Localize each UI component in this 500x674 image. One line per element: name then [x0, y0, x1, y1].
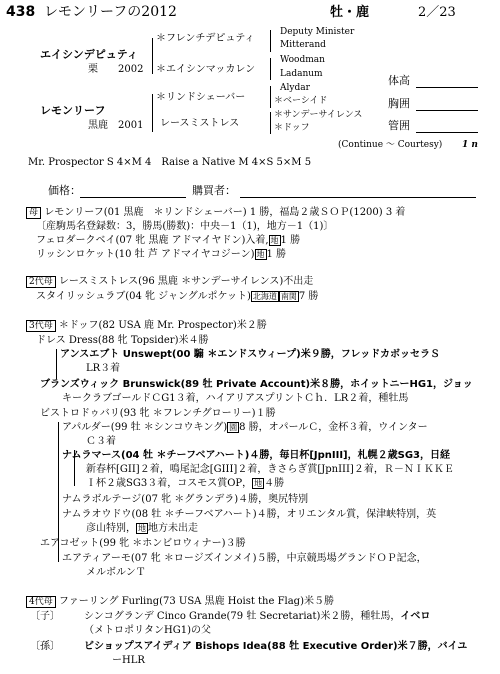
sire-dam-sire: Woodman — [280, 55, 325, 65]
buyer-label: 購買者： — [192, 184, 236, 197]
third-dam-tag: 3代母 — [26, 320, 56, 332]
dam-dam-dam: ＊ドッフ — [274, 123, 310, 133]
courtesy-note: (Continue ～ Courtesy) — [338, 140, 443, 150]
foal-namura-oudou-cont: 彦山特別， 地 地方未出走 — [86, 523, 198, 534]
sire-dam-dam: Ladanum — [280, 69, 323, 79]
dam-sire: ＊リンドシェーバー — [156, 92, 246, 103]
dam-foal-1: フェロダークベイ(07 牝 黒鹿 アドマイヤドン)入着, 地 1 勝 — [36, 235, 301, 246]
fourth-dam-grandchild-cont: ーHLR — [112, 655, 145, 666]
dam-dam: レースミストレス — [160, 118, 240, 129]
courtesy-n: 1 n — [462, 140, 478, 150]
foal-air-cozette: エアコゼット(99 牝 ＊ホンビロウィナー)３勝 — [40, 538, 246, 549]
sire-dam: ＊エイシンマッカレン — [156, 64, 256, 75]
bracket — [270, 58, 271, 80]
fourth-dam-grand-tag: 〔孫〕 — [30, 641, 60, 652]
local-track-mark: 地 — [256, 250, 265, 259]
fourth-dam-child-cont: （メトロポリタンHG1)の父 — [84, 625, 211, 636]
entry-title: レモンリーフの2012 — [44, 4, 177, 20]
third-dam-line1: 3代母 ＊ドッフ(82 USA 鹿 Mr. Prospector)米２勝 — [26, 320, 267, 332]
sire-sire-dam: Mitterand — [280, 40, 326, 50]
cannon-blank[interactable] — [416, 132, 478, 133]
dam-section-line1 — [26, 207, 405, 219]
price-label: 価格： — [48, 184, 81, 197]
sire-sire-sire: Deputy Minister — [280, 27, 355, 37]
chest-blank[interactable] — [416, 110, 478, 111]
sire-name: エイシンデピュティ — [40, 48, 138, 61]
local-track-mark: 地 — [270, 236, 279, 245]
second-dam-tag: 2代母 — [26, 276, 56, 288]
local-track-mark: 園 — [229, 423, 238, 432]
foal-namura-mars-cont1: 新春杯[GII]２着，鳴尾記念[GIII]２着，きさらぎ賞[JpnIII]２着，Ｒ－ＮＩＫＫＥ — [86, 464, 454, 475]
fourth-dam-child: シンコグランデ Cinco Grande(79 牡 Secretariat)米２勝，種牡馬，イベロ — [84, 611, 431, 622]
fourth-dam-line1: 4代母 ファーリング Furling(73 USA 黒鹿 Hoist the Flag)米５勝 — [26, 596, 334, 608]
chest-label: 胸囲 — [388, 97, 410, 110]
local-track-mark: 北海道 — [252, 292, 277, 301]
indent-bar — [56, 349, 57, 379]
foal-namura-mars-cont2: Ｉ杯２歳SG3３着，コスモス賞OP， 地 ４勝 — [86, 478, 285, 489]
bracket — [152, 94, 153, 132]
foal-namura-oudou: ナムラオウドウ(08 牡 ＊チーフベアハート)４勝，オリエンタル賞，保津峡特別，英 — [62, 509, 437, 520]
local-track-mark: 地 — [254, 479, 263, 488]
second-dam-foal: スタイリッシュラブ(04 牝 ジャングルポケット) 北海道 南関 7 勝 — [36, 291, 319, 302]
buyer-blank[interactable] — [240, 197, 476, 198]
entry-number: 438 — [6, 4, 36, 20]
birth-date: 2／23 — [418, 5, 456, 20]
second-dam-line1: 2代母 レースミストレス(96 黒鹿 ＊サンデーサイレンス)不出走 — [26, 276, 313, 288]
sex-color: 牡・鹿 — [330, 5, 370, 20]
price-blank[interactable] — [80, 197, 186, 198]
dam-color: 黒鹿 — [88, 120, 108, 131]
local-track-mark: 地 — [138, 524, 146, 533]
foal-namura-voltage: ナムラボルテージ(07 牝 ＊グランデラ)４勝，奥尻特別 — [62, 494, 309, 505]
foal-unswept-cont: LR３着 — [86, 363, 121, 374]
cannon-label: 管囲 — [388, 119, 410, 132]
sire-sire: ＊フレンチデピュティ — [156, 33, 255, 44]
dam-sire-dam: ＊ベーシイド — [274, 96, 328, 106]
fourth-dam-grandchild: ビショップスアイディア Bishops Idea(88 牡 Executive Order)米７勝，バイユ — [84, 641, 468, 652]
third-dam-foal-dress: ドレス Dress(88 牝 Topsider)米４勝 — [36, 335, 209, 346]
foal-namura-mars: ナムラマース(04 牡 ＊チーフベアハート)４勝，毎日杯[JpnIII]，札幌２歳SG3，日経 — [62, 450, 450, 461]
foal-brunswick: ブランズウィック Brunswick(89 牡 Private Account)米８勝，ホイットニーHG1，ジョッ — [40, 379, 473, 390]
dam-dam-sire: ＊サンデーサイレンス — [274, 110, 363, 120]
bracket — [270, 112, 271, 134]
fourth-dam-child-tag: 〔子〕 — [30, 611, 60, 622]
dam-record: レモンリーフ(01 黒鹿 ＊リンドシェーバー) 1 勝，福島２歳ＳＯＰ(1200) 3 着 — [44, 207, 406, 218]
height-blank[interactable] — [416, 87, 478, 88]
bracket — [270, 86, 271, 108]
bracket — [152, 38, 153, 74]
dam-tag: 母 — [26, 207, 41, 219]
foal-air-tiamo-cont: メルボルンＴ — [86, 567, 146, 578]
dam-foal-2: リッシンロケット(10 牡 芦 アドマイヤコジーン) 地 1 勝 — [36, 249, 287, 260]
foal-brunswick-cont: キークラブゴールドＣG1３着，ハイアリアスプリントＣｈ．LR２着，種牡馬 — [62, 393, 409, 404]
height-label: 体高 — [388, 74, 410, 87]
dam-sire-sire: Alydar — [280, 83, 310, 93]
fourth-dam-tag: 4代母 — [26, 596, 56, 608]
bracket — [270, 30, 271, 52]
foal-air-tiamo: エアティアーモ(07 牝 ＊ロージズインメイ)５勝，中京競馬場グランドＯＰ記念， — [62, 553, 427, 564]
sire-color: 栗 — [88, 64, 98, 75]
local-track-mark: 南関 — [280, 292, 297, 301]
inbreeding: Mr. Prospector S 4×M 4 Raise a Native M 4×S 5×M 5 — [28, 157, 312, 168]
foal-unswept: アンスエブト Unswept(00 騸 ＊エンドスウィープ)米９勝，フレッドカボッセラＳ — [60, 349, 440, 360]
foal-aparuda: アパルダー(99 牡 ＊シンコウキング) 園 8 勝，オパールＣ，金杯３着，ウインター — [62, 422, 428, 433]
foal-bistro: ビストロドゥバリ(93 牝 ＊フレンチグローリー)１勝 — [40, 408, 276, 419]
sire-year: 2002 — [118, 64, 144, 75]
dam-year: 2001 — [118, 120, 144, 131]
dam-name: レモンリーフ — [40, 104, 106, 117]
dam-produce-summary: 〔産駒馬名登録数：3，勝馬(勝数)：中央－1（1)，地方－1（1)〕 — [36, 221, 334, 232]
foal-aparuda-cont: Ｃ３着 — [86, 436, 116, 447]
